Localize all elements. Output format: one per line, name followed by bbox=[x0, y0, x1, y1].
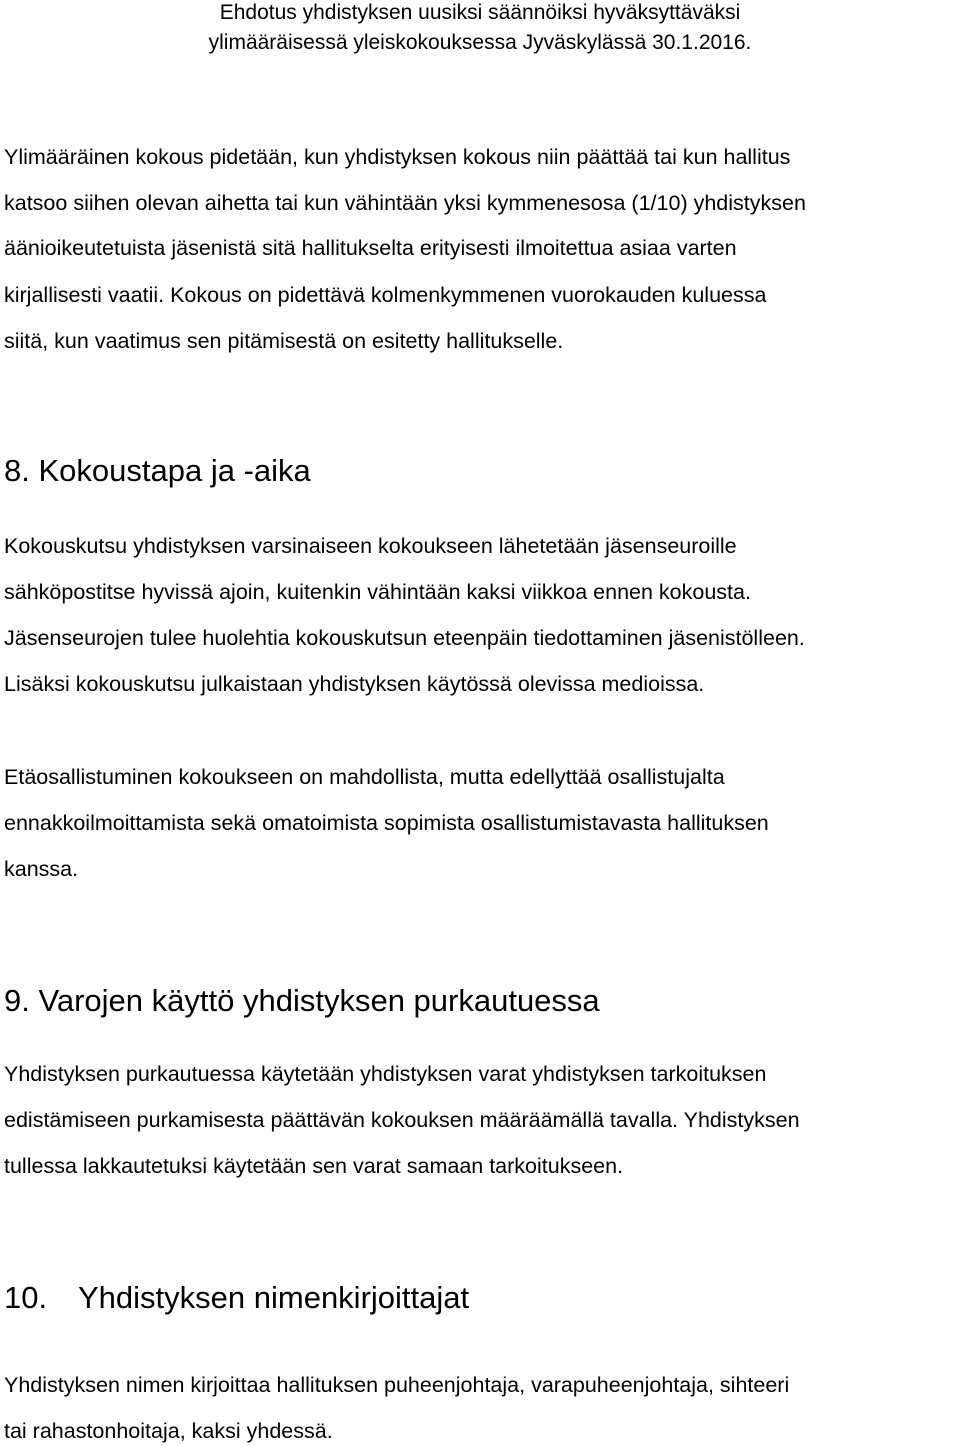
text-line: edistämiseen purkamisesta päättävän kokouksen määräämällä tavalla. Yhdistyksen bbox=[4, 1108, 800, 1132]
text-line: Yhdistyksen purkautuessa käytetään yhdistyksen varat yhdistyksen tarkoituksen bbox=[4, 1062, 767, 1086]
text-line: Lisäksi kokouskutsu julkaistaan yhdistyksen käytössä olevissa medioissa. bbox=[4, 672, 705, 696]
section-number: 10. bbox=[4, 1280, 48, 1315]
section-number: 8. bbox=[4, 453, 30, 488]
text-line: Jäsenseurojen tulee huolehtia kokouskutsun eteenpäin tiedottaminen jäsenistölleen. bbox=[4, 626, 805, 650]
text-line: Kokouskutsu yhdistyksen varsinaiseen kokoukseen lähetetään jäsenseuroille bbox=[4, 534, 737, 558]
section-8-heading bbox=[4, 452, 311, 490]
text-line: tai rahastonhoitaja, kaksi yhdessä. bbox=[4, 1419, 333, 1443]
header-line-1: Ehdotus yhdistyksen uusiksi säännöiksi hyväksyttäväksi bbox=[219, 1, 741, 24]
text-line: sähköpostitse hyvissä ajoin, kuitenkin vähintään kaksi viikkoa ennen kokousta. bbox=[4, 580, 751, 604]
text-line: kirjallisesti vaatii. Kokous on pidettävä kolmenkymmenen vuorokauden kuluessa bbox=[4, 283, 767, 307]
text-line: ennakkoilmoittamista sekä omatoimista sopimista osallistumistavasta hallituksen bbox=[4, 811, 769, 835]
text-line: Yhdistyksen nimen kirjoittaa hallituksen puheenjohtaja, varapuheenjohtaja, sihteeri bbox=[4, 1373, 790, 1397]
text-line: äänioikeutetuista jäsenistä sitä hallitukselta erityisesti ilmoitettua asiaa varten bbox=[4, 236, 737, 260]
text-line: Etäosallistuminen kokoukseen on mahdollista, mutta edellyttää osallistujalta bbox=[4, 765, 725, 789]
section-title: Kokoustapa ja -aika bbox=[38, 453, 311, 488]
text-line: siitä, kun vaatimus sen pitämisestä on esitetty hallitukselle. bbox=[4, 329, 564, 353]
section-9-heading bbox=[4, 982, 600, 1020]
section-title: Yhdistyksen nimenkirjoittajat bbox=[78, 1280, 470, 1315]
text-line: Ylimääräinen kokous pidetään, kun yhdistyksen kokous niin päättää tai kun hallitus bbox=[4, 145, 791, 169]
header-line-2: ylimääräisessä yleiskokouksessa Jyväskylässä 30.1.2016. bbox=[208, 31, 752, 54]
section-title: Varojen käyttö yhdistyksen purkautuessa bbox=[38, 983, 600, 1018]
text-line: katsoo siihen olevan aihetta tai kun vähintään yksi kymmenesosa (1/10) yhdistyksen bbox=[4, 191, 806, 215]
section-number: 9. bbox=[4, 983, 30, 1018]
text-line: tullessa lakkautetuksi käytetään sen varat samaan tarkoitukseen. bbox=[4, 1154, 624, 1178]
section-10-heading bbox=[4, 1279, 469, 1317]
text-line: kanssa. bbox=[4, 857, 79, 881]
